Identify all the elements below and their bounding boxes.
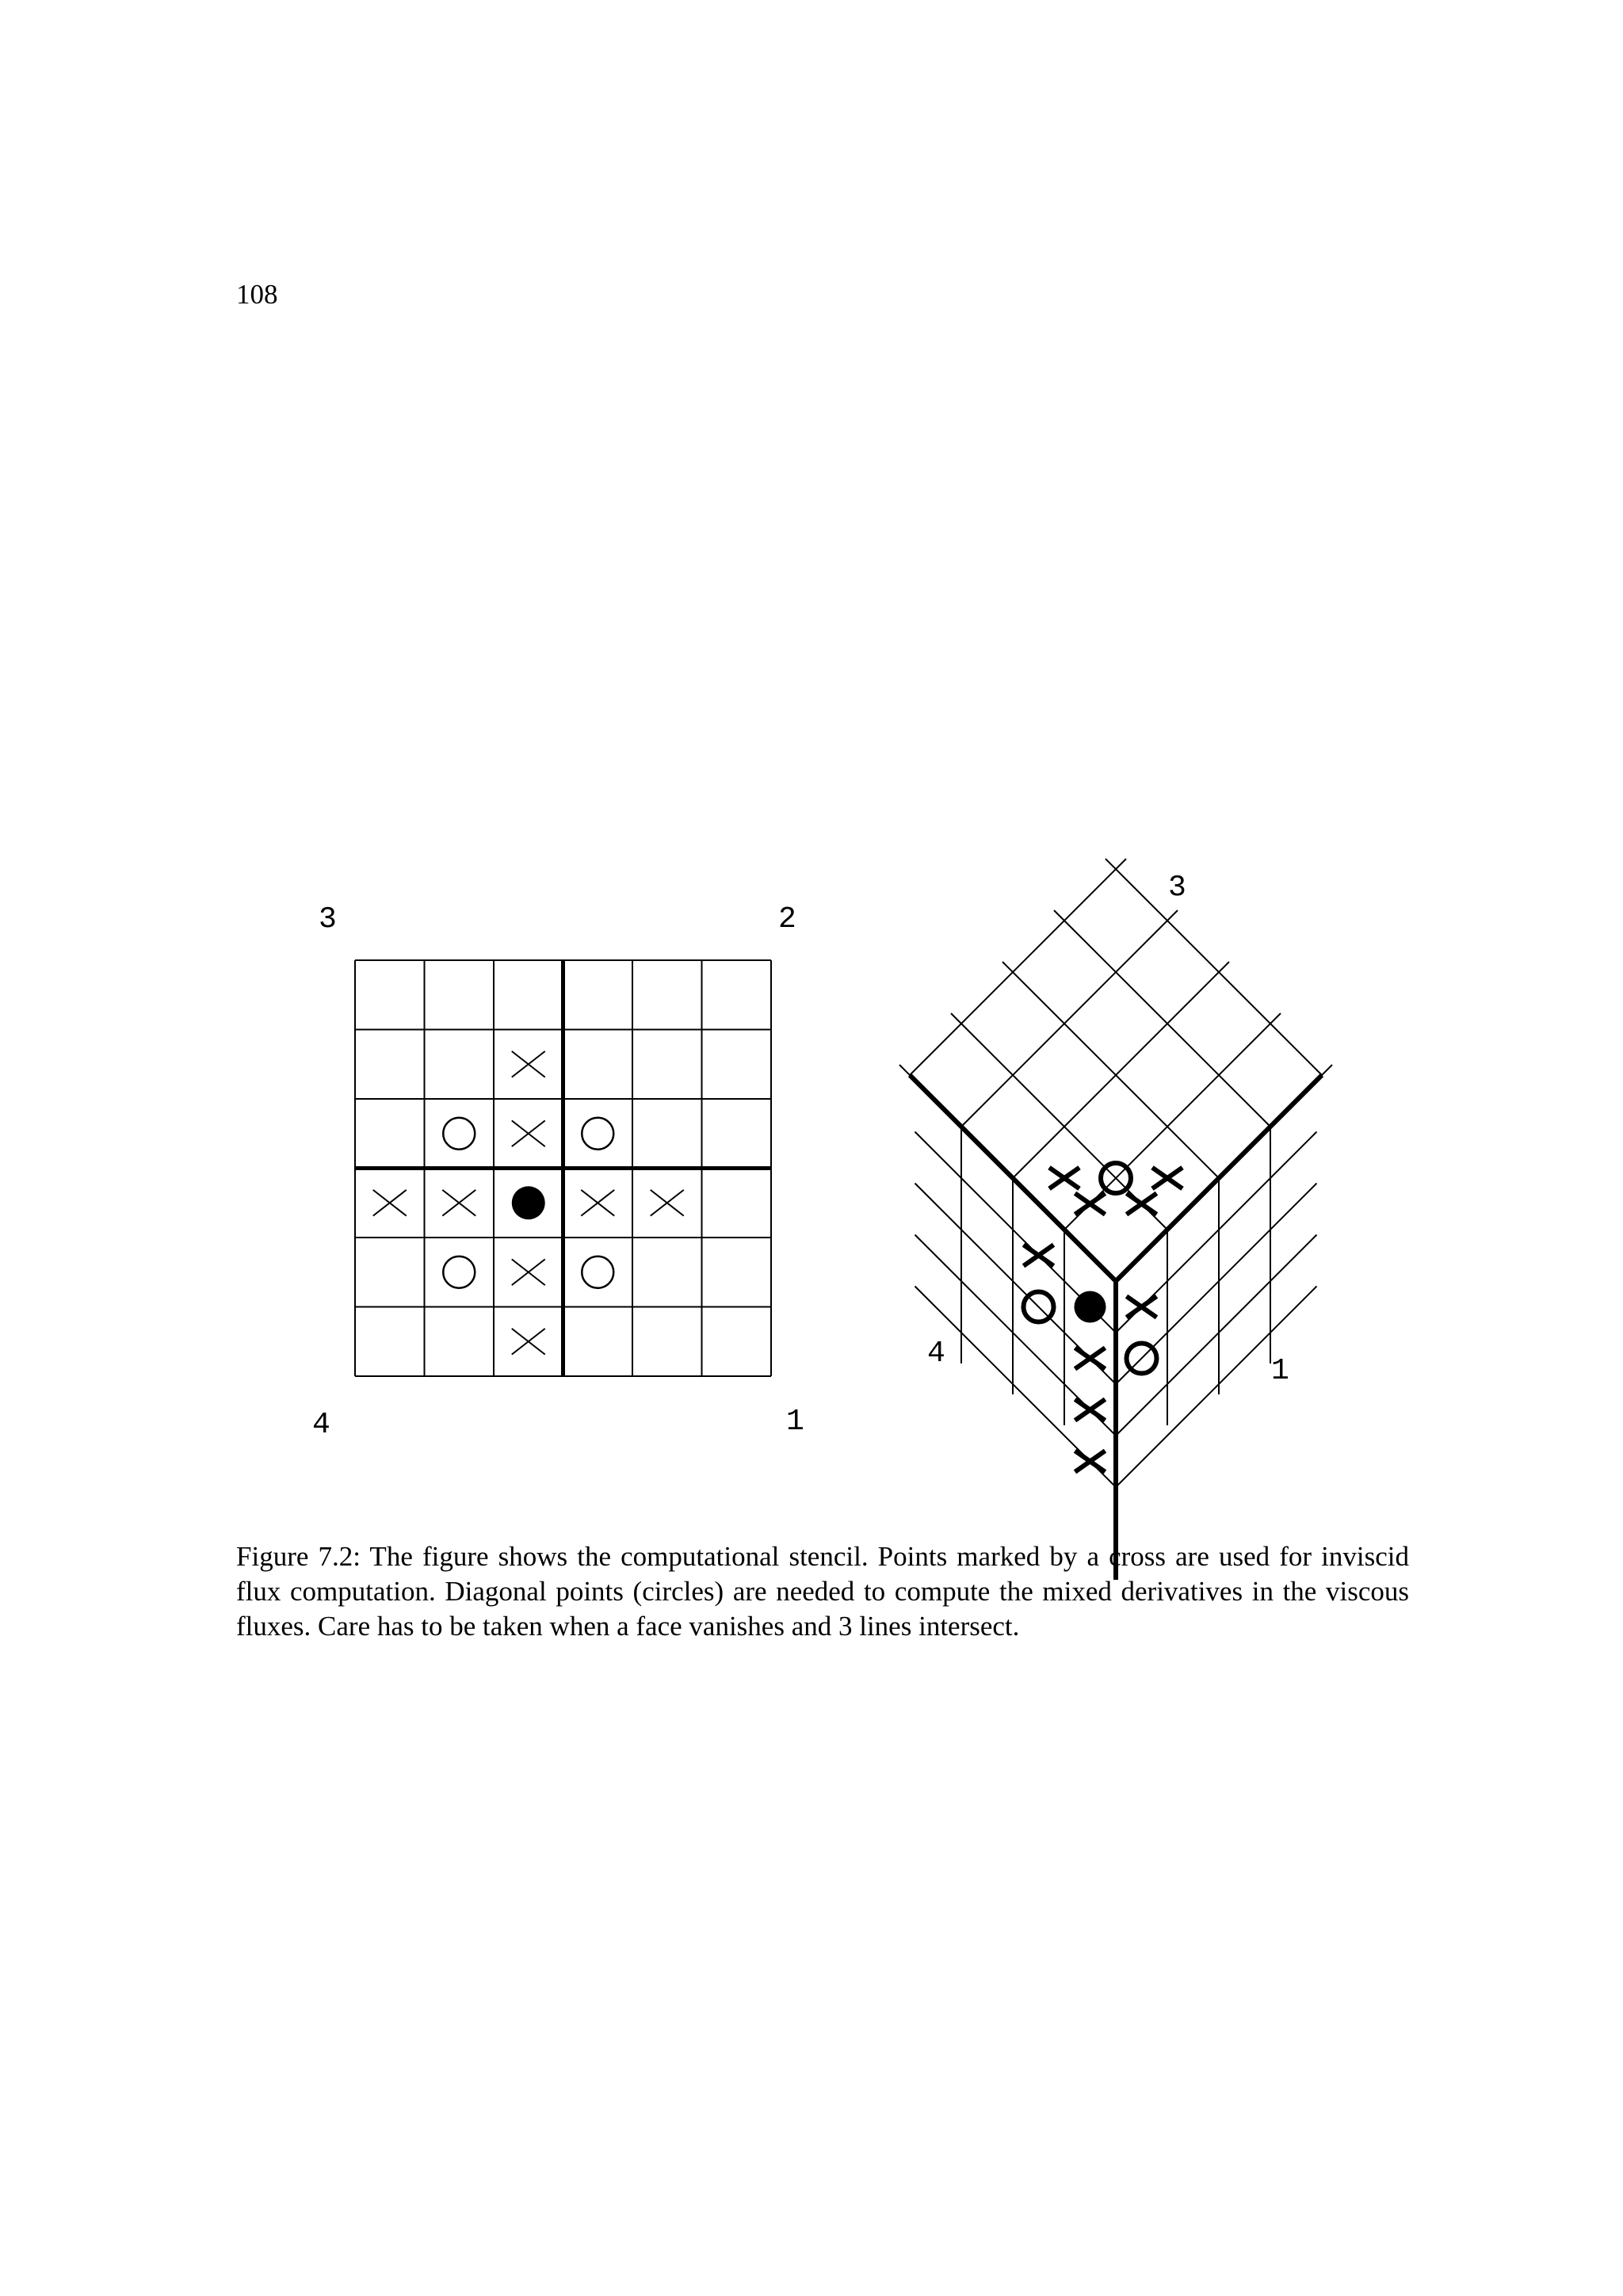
page-number: 108 — [236, 279, 278, 310]
left-corner-label-4: 4 — [312, 1408, 330, 1442]
top-face-grid-line — [1054, 910, 1270, 1127]
left-corner-label-2: 2 — [778, 902, 796, 936]
top-face-grid-line — [910, 859, 1126, 1075]
cross-marker — [1075, 1348, 1106, 1369]
cross-marker — [373, 1190, 407, 1216]
cross-marker — [651, 1190, 684, 1216]
left-corner-label-3: 3 — [319, 902, 337, 936]
left-markers — [373, 1051, 684, 1355]
circle-marker — [582, 1118, 613, 1150]
cross-marker — [1152, 1168, 1182, 1189]
filled-dot-marker — [512, 1186, 545, 1219]
right-corner-label-4: 4 — [927, 1337, 945, 1371]
top-face-grid-line — [1106, 859, 1322, 1075]
right-grid — [899, 859, 1332, 1580]
cross-marker — [512, 1120, 545, 1146]
circle-marker — [443, 1118, 475, 1150]
cross-marker — [581, 1190, 614, 1216]
cross-marker — [1127, 1193, 1157, 1215]
right-corner-label-1: 1 — [1271, 1354, 1289, 1388]
cross-marker — [1024, 1245, 1054, 1266]
left-grid — [355, 960, 771, 1376]
right-face-diagonal-line — [1116, 1235, 1317, 1436]
filled-dot-marker — [1075, 1291, 1106, 1323]
top-face-grid-line — [1013, 962, 1229, 1178]
right-stencil-panel — [899, 859, 1332, 1580]
cross-marker — [1075, 1451, 1106, 1472]
cross-marker — [512, 1259, 545, 1285]
left-corner-label-1: 1 — [786, 1405, 804, 1439]
circle-marker — [443, 1257, 475, 1288]
figure-caption: Figure 7.2: The figure shows the computational stencil. Points marked by a cross are used for inviscid flux computation. Diagonal points (circles) are needed to compute the mixed derivatives in the viscous fluxes. Care has to be taken when a face vanishes and 3 lines intersect. — [236, 1541, 1409, 1642]
cross-marker — [1075, 1399, 1106, 1421]
cross-marker — [1075, 1193, 1106, 1215]
cross-marker — [442, 1190, 475, 1216]
cross-marker — [1127, 1296, 1157, 1318]
cross-marker — [512, 1329, 545, 1355]
cross-marker — [1049, 1168, 1079, 1189]
cross-marker — [512, 1051, 545, 1077]
circle-marker — [582, 1257, 613, 1288]
top-face-grid-line — [1002, 962, 1219, 1178]
top-face-grid-line — [961, 910, 1178, 1127]
right-corner-label-3: 3 — [1168, 871, 1186, 905]
left-stencil-panel — [312, 902, 804, 1442]
